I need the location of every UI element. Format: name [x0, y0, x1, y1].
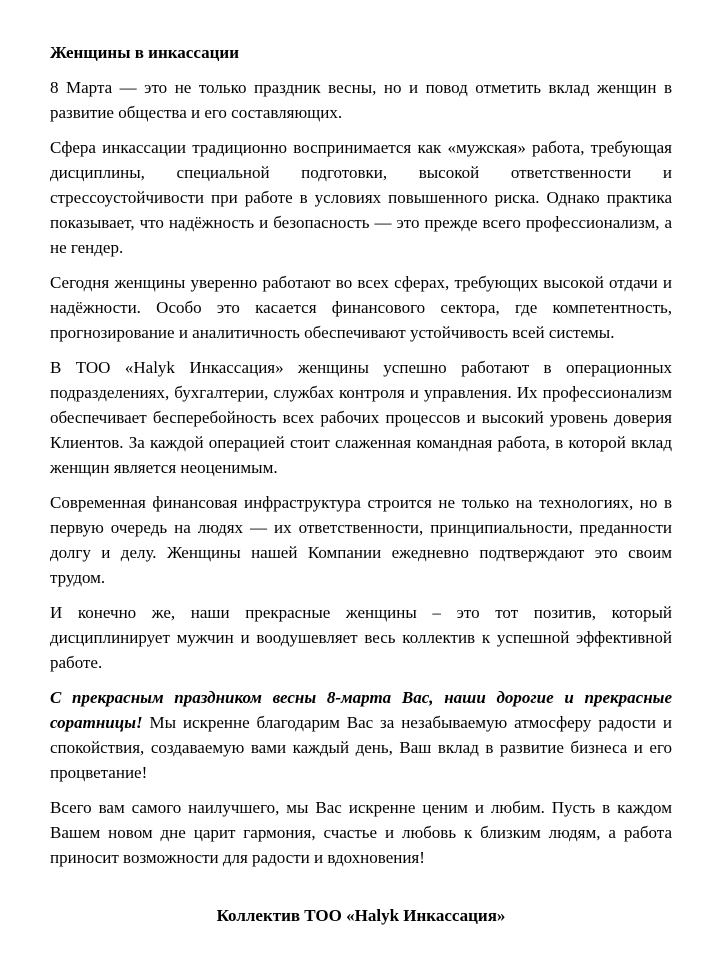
paragraph — [50, 135, 672, 260]
paragraph-text: Всего вам самого наилучшего, мы Вас искренне ценим и любим. Пусть в каждом Вашем новом дне царит гармония, счастье и любовь к близким людям, а работа приносит возможности для радости и вдохновения! — [50, 798, 672, 867]
signature: Коллектив ТОО «Halyk Инкассация» — [216, 906, 506, 925]
paragraph-text: Современная финансовая инфраструктура строится не только на технологиях, но в первую очередь на людях — их ответственности, принципиальности, преданности долгу и делу. Женщины нашей Компании ежедневно подтверждают это своим трудом. — [50, 493, 672, 587]
paragraph-text: В ТОО «Halyk Инкассация» женщины успешно работают в операционных подразделениях, бухгалтерии, службах контроля и управления. Их профессионализм обеспечивает бесперебойность всех рабочих процессов и высокий уровень доверия Клиентов. За каждой операцией стоит слаженная командная работа, в которой вклад женщин является неоценимым. — [50, 358, 672, 477]
paragraph — [50, 795, 672, 870]
paragraph-text: 8 Марта — это не только праздник весны, но и повод отметить вклад женщин в развитие общества и его составляющих. — [50, 78, 672, 122]
document-body — [50, 75, 672, 870]
paragraph — [50, 685, 672, 785]
paragraph — [50, 355, 672, 480]
paragraph-text: Сфера инкассации традиционно воспринимается как «мужская» работа, требующая дисциплины, специальной подготовки, высокой ответственности и стрессоустойчивости при работе в условиях повышенного риска. Однако практика показывает, что надёжность и безопасность — это прежде всего профессионализм, а не гендер. — [50, 138, 672, 257]
document-title: Женщины в инкассации — [50, 43, 239, 62]
paragraph-text: Мы искренне благодарим Вас за незабываемую атмосферу радости и спокойствия, создаваемую вами каждый день, Ваш вклад в развитие бизнеса и его процветание! — [50, 713, 672, 782]
paragraph — [50, 490, 672, 590]
paragraph-text: И конечно же, наши прекрасные женщины – это тот позитив, который дисциплинирует мужчин и воодушевляет весь коллектив к успешной эффективной работе. — [50, 603, 672, 672]
paragraph — [50, 600, 672, 675]
paragraph-text: Сегодня женщины уверенно работают во всех сферах, требующих высокой отдачи и надёжности. Особо это касается финансового сектора, где компетентность, прогнозирование и аналитичность обеспечивают устойчивость всей системы. — [50, 273, 672, 342]
paragraph-lead-emphasis: С прекрасным праздником весны 8-марта Вас, наши дорогие и прекрасные соратницы! — [50, 688, 672, 732]
paragraph — [50, 270, 672, 345]
paragraph — [50, 75, 672, 125]
